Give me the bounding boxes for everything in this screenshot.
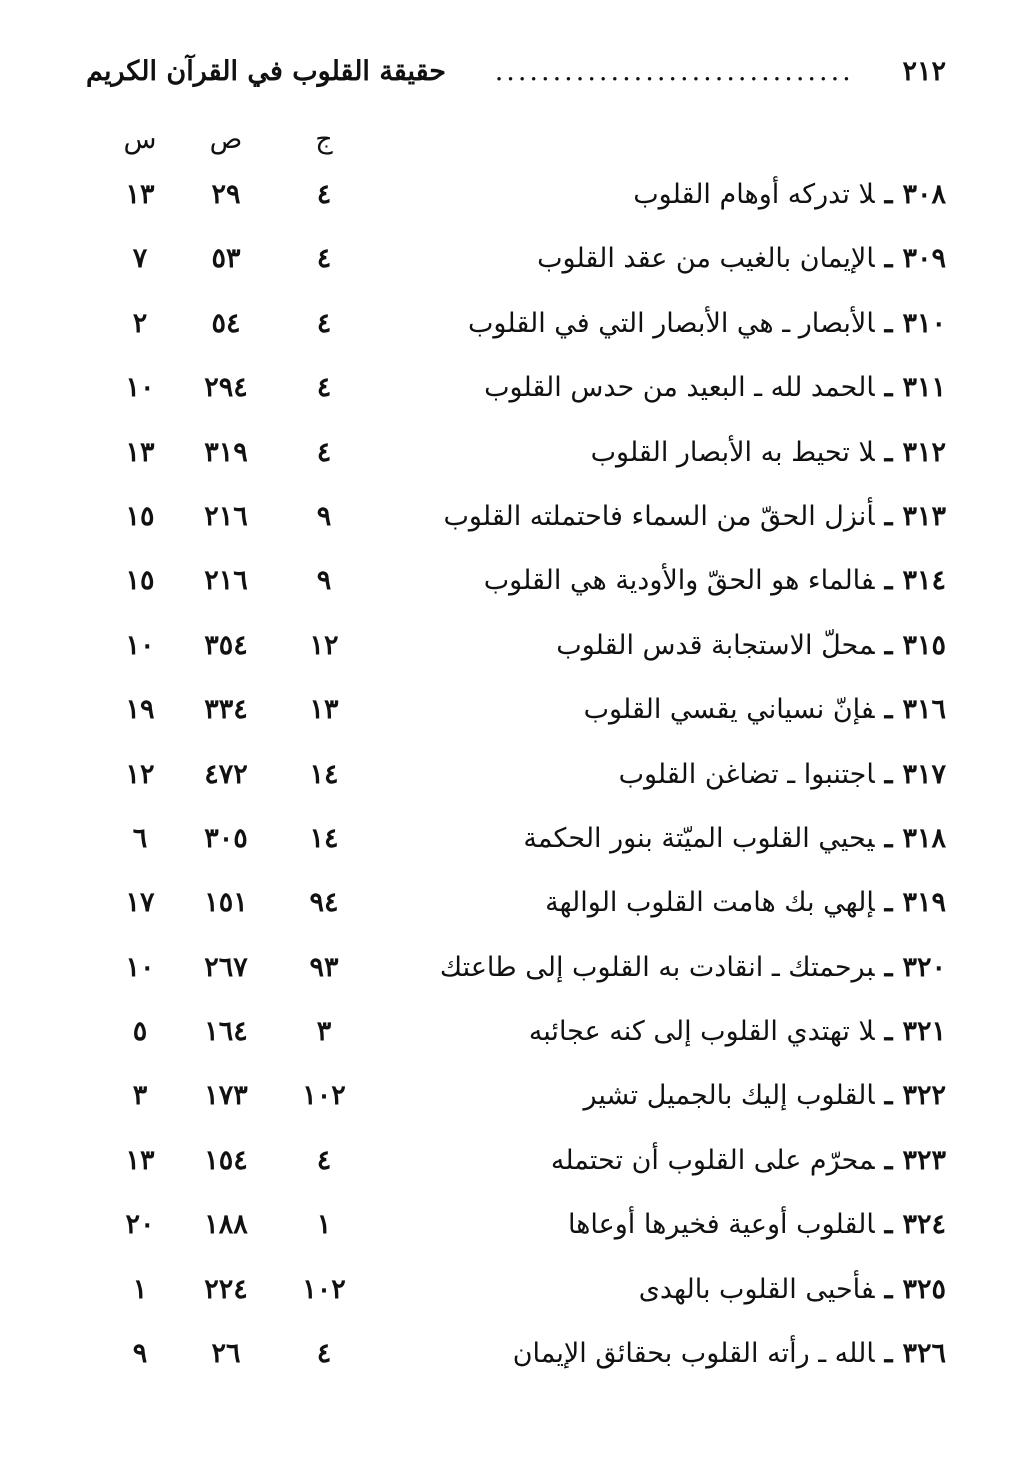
entry-juz: ٩٣ (309, 951, 339, 983)
entry-separator: ـ (884, 307, 893, 339)
entry-separator: ـ (884, 1144, 893, 1176)
entry-phrase: لا تحيط به الأبصار القلوب (590, 436, 875, 468)
entry-page: ٢١٦ (204, 565, 248, 597)
page-number: ٢١٢ (902, 55, 946, 87)
entry-phrase: محرّم على القلوب أن تحتمله (550, 1144, 875, 1176)
entry-text-group (444, 501, 946, 532)
entry-juz: ٤ (316, 1144, 332, 1176)
entry-text-group (584, 694, 946, 725)
entry-page: ٢٦ (211, 1338, 241, 1370)
header-leader-dots: ............................... (494, 55, 854, 87)
entry-page: ٣٣٤ (204, 694, 248, 726)
entry-line: ٢٠ (125, 1209, 155, 1241)
entry-number: ٣٠٨ (902, 179, 946, 210)
entry-number: ٣١٥ (902, 629, 946, 661)
entry-text-group (484, 565, 946, 596)
entry-page: ١٥٤ (204, 1144, 248, 1176)
index-entry (0, 879, 1034, 943)
entry-number: ٣١٩ (902, 887, 946, 919)
entry-separator: ـ (884, 1209, 893, 1241)
entry-separator: ـ (884, 822, 893, 854)
entry-text-group (551, 1145, 946, 1176)
column-header-line: س (123, 124, 157, 155)
entry-juz: ٤ (316, 179, 332, 210)
entry-line: ١٣ (125, 436, 155, 468)
index-entries (0, 171, 1034, 1394)
entry-number: ٣٢١ (902, 1016, 946, 1048)
index-entry (0, 815, 1034, 879)
entry-juz: ١٤ (309, 822, 339, 854)
entry-juz: ١٠٢ (302, 1080, 346, 1112)
index-entry (0, 1072, 1034, 1136)
entry-page: ٢٩ (211, 179, 241, 210)
entry-line: ١٣ (125, 179, 155, 210)
entry-line: ٩ (132, 1338, 148, 1370)
entry-text-group (568, 1209, 946, 1240)
entry-line: ١ (132, 1273, 148, 1305)
entry-text-group (484, 372, 946, 403)
entry-separator: ـ (884, 951, 893, 983)
entry-page: ١٧٣ (204, 1080, 248, 1112)
entry-number: ٣١٠ (902, 307, 946, 339)
entry-text-group (639, 1274, 946, 1305)
entry-separator: ـ (884, 887, 893, 919)
entry-number: ٣١٤ (902, 565, 946, 597)
entry-page: ٢١٦ (204, 500, 248, 532)
column-headers (0, 124, 1034, 168)
entry-phrase: أنزل الحقّ من السماء فاحتملته القلوب (443, 500, 875, 532)
index-entry (0, 429, 1034, 493)
entry-juz: ٣ (316, 1016, 332, 1048)
entry-text-group (529, 1016, 946, 1047)
entry-phrase: اجتنبوا ـ تضاغن القلوب (618, 758, 875, 790)
entry-text-group (556, 630, 946, 661)
entry-phrase: الأبصار ـ هي الأبصار التي في القلوب (468, 307, 875, 339)
entry-separator: ـ (884, 565, 893, 597)
entry-juz: ٤ (316, 1338, 332, 1370)
entry-separator: ـ (884, 629, 893, 661)
entry-phrase: الحمد لله ـ البعيد من حدس القلوب (484, 372, 875, 404)
entry-text-group (523, 823, 946, 854)
entry-juz: ٩٤ (309, 887, 339, 919)
entry-separator: ـ (884, 1273, 893, 1305)
entry-separator: ـ (884, 243, 893, 275)
entry-page: ٥٣ (211, 243, 241, 275)
index-entry (0, 235, 1034, 299)
entry-phrase: القلوب أوعية فخيرها أوعاها (567, 1209, 875, 1241)
entry-phrase: الله ـ رأته القلوب بحقائق الإيمان (512, 1338, 875, 1370)
entry-phrase: فالماء هو الحقّ والأودية هي القلوب (483, 565, 875, 597)
entry-page: ٤٧٢ (204, 758, 248, 790)
entry-number: ٣٠٩ (902, 243, 946, 275)
entry-separator: ـ (884, 1338, 893, 1370)
entry-text-group (591, 437, 946, 468)
entry-juz: ٤ (316, 372, 332, 404)
entry-line: ٧ (132, 243, 148, 275)
entry-page: ٢٢٤ (204, 1273, 248, 1305)
entry-line: ١٢ (125, 758, 155, 790)
entry-line: ٣ (132, 1080, 148, 1112)
entry-separator: ـ (884, 758, 893, 790)
entry-number: ٣١٨ (902, 822, 946, 854)
entry-separator: ـ (884, 1016, 893, 1048)
entry-number: ٣٢٢ (902, 1080, 946, 1112)
entry-juz: ٩ (316, 500, 332, 532)
entry-page: ٣٥٤ (204, 629, 248, 661)
entry-number: ٣٢٥ (902, 1273, 946, 1305)
entry-number: ٣١٦ (902, 694, 946, 726)
index-entry (0, 944, 1034, 1008)
entry-page: ٣٠٥ (204, 822, 248, 854)
entry-page: ١٨٨ (204, 1209, 248, 1241)
entry-juz: ٩ (316, 565, 332, 597)
entry-juz: ٤ (316, 436, 332, 468)
entry-number: ٣١١ (902, 372, 946, 404)
entry-line: ١٠ (125, 372, 155, 404)
entry-text-group (513, 1338, 946, 1369)
entry-separator: ـ (884, 694, 893, 726)
entry-juz: ١٤ (309, 758, 339, 790)
index-entry (0, 686, 1034, 750)
entry-separator: ـ (884, 179, 893, 210)
entry-line: ١٠ (125, 951, 155, 983)
entry-phrase: برحمتك ـ انقادت به القلوب إلى طاعتك (439, 951, 875, 983)
entry-number: ٣١٢ (902, 436, 946, 468)
entry-line: ١٩ (125, 694, 155, 726)
entry-line: ١٥ (125, 565, 155, 597)
index-entry (0, 1137, 1034, 1201)
entry-separator: ـ (884, 500, 893, 532)
entry-line: ١٧ (125, 887, 155, 919)
column-header-page: ص (209, 124, 243, 155)
entry-line: ١٠ (125, 629, 155, 661)
entry-text-group (633, 179, 946, 210)
entry-separator: ـ (884, 372, 893, 404)
entry-separator: ـ (884, 436, 893, 468)
entry-phrase: محلّ الاستجابة قدس القلوب (556, 629, 875, 661)
index-entry (0, 622, 1034, 686)
index-entry (0, 1201, 1034, 1265)
index-entry (0, 557, 1034, 621)
entry-juz: ١ (316, 1209, 332, 1241)
entry-phrase: القلوب إليك بالجميل تشير (583, 1080, 875, 1112)
entry-line: ١٣ (125, 1144, 155, 1176)
entry-phrase: لا تهتدي القلوب إلى كنه عجائبه (528, 1016, 875, 1048)
entry-juz: ١٠٢ (302, 1273, 346, 1305)
book-title: حقيقة القلوب في القرآن الكريم (86, 55, 446, 87)
entry-text-group (440, 952, 946, 983)
index-entry (0, 1008, 1034, 1072)
index-entry (0, 171, 1034, 235)
index-entry (0, 493, 1034, 557)
entry-number: ٣٢٠ (902, 951, 946, 983)
column-header-juz: ج (315, 124, 333, 155)
entry-phrase: يحيي القلوب الميّتة بنور الحكمة (523, 822, 875, 854)
entry-juz: ٤ (316, 243, 332, 275)
entry-phrase: فأحيى القلوب بالهدى (638, 1273, 875, 1305)
entry-juz: ١٣ (309, 694, 339, 726)
entry-page: ٢٦٧ (204, 951, 248, 983)
entry-text-group (584, 1080, 946, 1111)
entry-number: ٣١٣ (902, 500, 946, 532)
entry-page: ١٥١ (204, 887, 248, 919)
entry-text-group (537, 243, 946, 274)
entry-line: ٥ (132, 1016, 148, 1048)
entry-phrase: فإنّ نسياني يقسي القلوب (583, 694, 875, 726)
entry-number: ٣٢٤ (902, 1209, 946, 1241)
entry-number: ٣٢٣ (902, 1144, 946, 1176)
entry-text-group (545, 887, 946, 918)
entry-line: ٢ (132, 307, 148, 339)
entry-page: ٢٩٤ (204, 372, 248, 404)
entry-separator: ـ (884, 1080, 893, 1112)
entry-page: ٣١٩ (204, 436, 248, 468)
entry-line: ٦ (132, 822, 148, 854)
entry-phrase: الإيمان بالغيب من عقد القلوب (537, 243, 875, 275)
entry-text-group (468, 308, 946, 339)
index-entry (0, 300, 1034, 364)
entry-juz: ٤ (316, 307, 332, 339)
index-entry (0, 751, 1034, 815)
index-entry (0, 1330, 1034, 1394)
entry-page: ٥٤ (211, 307, 241, 339)
entry-line: ١٥ (125, 500, 155, 532)
entry-number: ٣١٧ (902, 758, 946, 790)
entry-juz: ١٢ (309, 629, 339, 661)
page-header (86, 48, 946, 94)
entry-phrase: إلهي بك هامت القلوب الوالهة (545, 887, 875, 919)
entry-page: ١٦٤ (204, 1016, 248, 1048)
entry-phrase: لا تدركه أوهام القلوب (633, 179, 875, 210)
entry-text-group (619, 759, 946, 790)
index-entry (0, 364, 1034, 428)
index-entry (0, 1266, 1034, 1330)
entry-number: ٣٢٦ (902, 1338, 946, 1370)
